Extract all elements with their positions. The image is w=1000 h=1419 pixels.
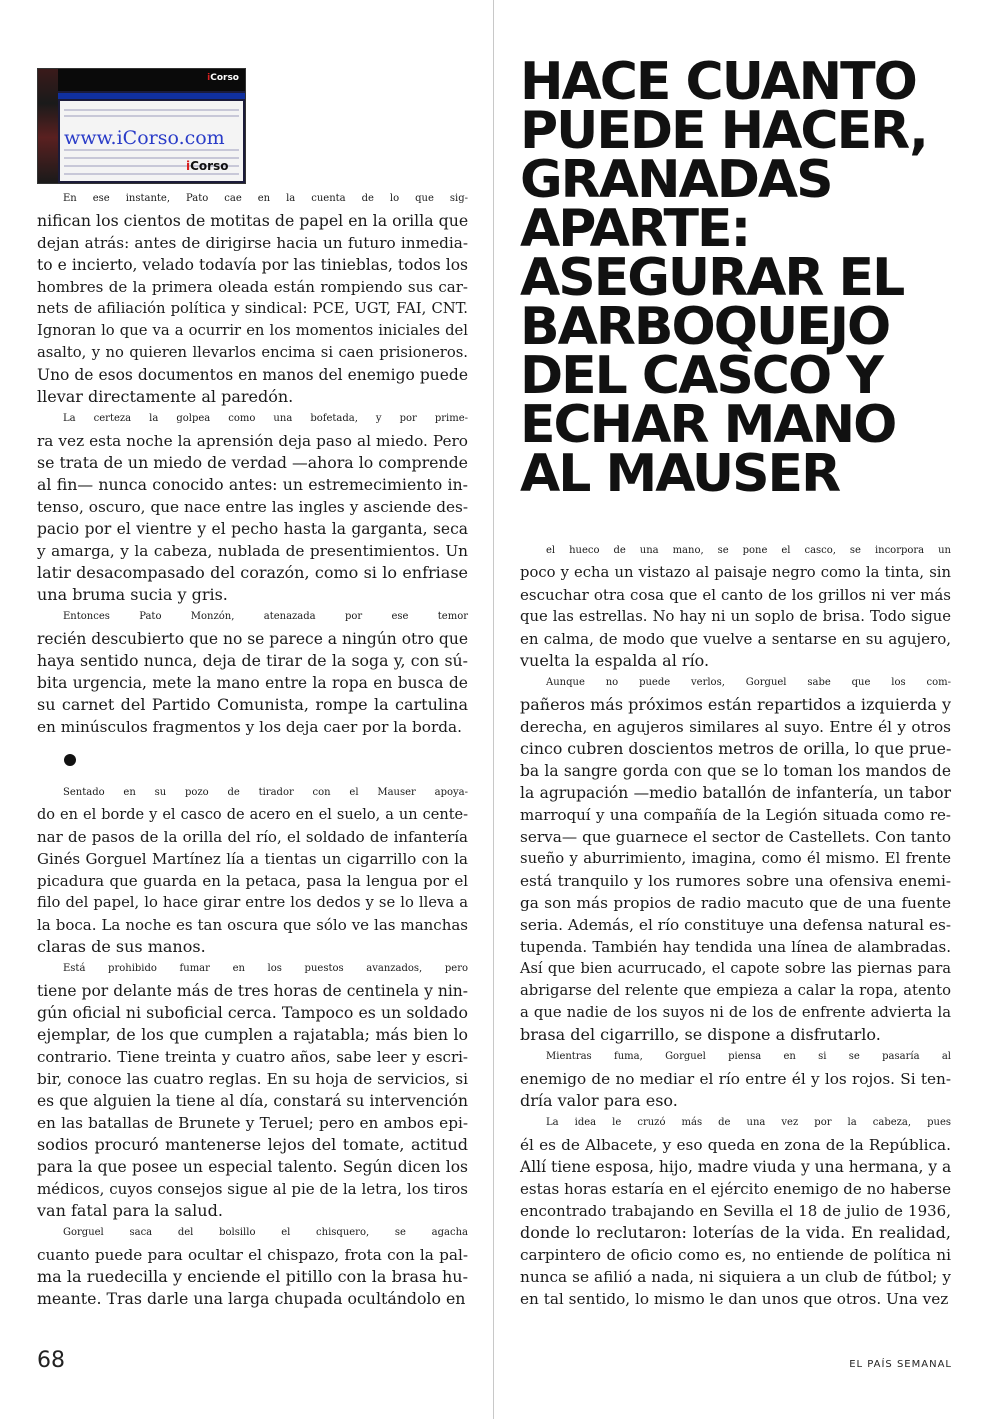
text-line: picadura que guarda en la petaca, pasa la lengua por el — [37, 872, 468, 890]
text-line: carpintero de oficio como es, no entiende de política ni — [520, 1246, 951, 1264]
page-number: 68 — [37, 1348, 65, 1373]
right-column — [520, 540, 951, 1310]
text-line: bir, conoce las cuatro reglas. En su hoja de servicios, si — [37, 1070, 468, 1088]
text-line: claras de sus manos. — [37, 937, 206, 956]
headline-line: GRANADAS — [520, 150, 832, 210]
text-line: hombres de la primera oleada están rompiendo sus car- — [37, 278, 468, 296]
left-column-bottom — [37, 782, 468, 1310]
text-line: Entonces Pato Monzón, atenazada por ese temor — [63, 611, 468, 622]
text-line: él es de Albacete, y eso queda en zona de la República. — [520, 1136, 951, 1154]
text-line: dría valor para eso. — [520, 1091, 678, 1110]
banner-logo-top: iCorso — [207, 73, 239, 83]
text-line: haya sentido nunca, deja de tirar de la soga y, con sú- — [37, 651, 468, 670]
text-line: serva— que guarnece el sector de Castellets. Con tanto — [520, 828, 951, 846]
text-line: una bruma sucia y gris. — [37, 585, 228, 604]
text-line: La idea le cruzó más de una vez por la cabeza, pues — [546, 1117, 951, 1128]
text-line: enemigo de no mediar el río entre él y los rojos. Si ten- — [520, 1070, 951, 1088]
banner-logo: iCorso — [186, 159, 229, 173]
text-line: vuelta la espalda al río. — [520, 651, 710, 670]
text-line: tenso, oscuro, que nace entre las ingles y asciende des- — [37, 498, 468, 516]
paragraph — [520, 1046, 951, 1112]
banner-url: www.iCorso.com — [64, 127, 225, 149]
text-line: abrigarse del relente que empieza a calar la ropa, atento — [520, 982, 951, 999]
text-line: nets de afiliación política y sindical: PCE, UGT, FAI, CNT. — [37, 300, 468, 317]
text-line: llevar directamente al paredón. — [37, 387, 294, 406]
headline-line: DEL CASCO Y — [520, 346, 882, 406]
text-line: Sentado en su pozo de tirador con el Mauser apoya- — [63, 787, 468, 798]
banner-title-bar — [58, 93, 245, 99]
website-banner-image — [37, 68, 246, 184]
banner-logo-text: Corso — [190, 159, 229, 173]
text-line: en calma, de modo que vuelve a sentarse en su agujero, — [520, 630, 951, 648]
text-line: filo del papel, lo hace girar entre los dedos y se lo lleva a — [37, 894, 468, 911]
text-line: al fin— nunca conocido antes: un estremecimiento in- — [37, 475, 468, 494]
text-line: tupenda. También hay tendida una línea de alambradas. — [520, 938, 951, 956]
text-line: en tal sentido, lo mismo le dan unos que otros. Una vez — [520, 1290, 949, 1308]
text-line: brasa del cigarrillo, se dispone a disfrutarlo. — [520, 1025, 881, 1044]
paragraph — [37, 606, 468, 738]
text-line: seria. Además, el río constituye una defensa natural es- — [520, 916, 951, 934]
paragraph — [520, 540, 951, 672]
paragraph — [520, 672, 951, 1046]
text-line: ma la ruedecilla y enciende el pitillo con la brasa hu- — [37, 1267, 468, 1286]
text-line: contrario. Tiene treinta y cuatro años, sabe leer y escri- — [37, 1048, 468, 1066]
paragraph — [520, 1112, 951, 1310]
text-line: Aunque no puede verlos, Gorguel sabe que los com- — [546, 677, 951, 688]
paragraph — [37, 782, 468, 958]
text-line: que las estrellas. No hay ni un soplo de brisa. Todo sigue — [520, 608, 951, 625]
text-line: marroquí y una compañía de la Legión situada como re- — [520, 806, 951, 824]
text-line: escuchar otra cosa que el canto de los grillos ni ver más — [520, 586, 951, 604]
text-line: recién descubierto que no se parece a ningún otro que — [37, 630, 469, 648]
headline-line: ECHAR MANO — [520, 395, 896, 455]
text-line: do en el borde y el casco de acero en el suelo, a un cente- — [37, 807, 468, 823]
paragraph — [37, 1222, 468, 1310]
text-line: Allí tiene esposa, hijo, madre viuda y una hermana, y a — [520, 1158, 952, 1176]
paragraph — [37, 958, 468, 1222]
banner-header — [58, 69, 245, 91]
text-line: ga son más propios de radio macuto que de una fuente — [520, 894, 951, 912]
text-line: la boca. La noche es tan oscura que sólo ve las manchas — [37, 916, 468, 934]
text-line: estas horas estaría en el ejército enemigo de no haberse — [520, 1180, 951, 1198]
text-line: médicos, cuyos consejos sigue al pie de la letra, los tiros — [37, 1180, 468, 1198]
paragraph — [37, 188, 468, 408]
text-line: encontrado trabajando en Sevilla el 18 de julio de 1936, — [520, 1202, 951, 1220]
text-line: bita urgencia, mete la mano entre la ropa en busca de — [37, 674, 468, 692]
text-line: la agrupación —medio batallón de infantería, un tabor — [520, 784, 951, 802]
text-line: Ignoran lo que va a ocurrir en los momentos iniciales del — [37, 322, 468, 339]
text-line: a que nadie de los suyos ni de los de enfrente advierta la — [520, 1004, 951, 1021]
text-line: Gorguel saca del bolsillo el chisquero, se agacha — [63, 1227, 468, 1238]
text-line: van fatal para la salud. — [37, 1201, 223, 1220]
text-line: su carnet del Partido Comunista, rompe la cartulina — [37, 695, 468, 714]
headline-line: AL MAUSER — [520, 444, 840, 504]
text-line: En ese instante, Pato cae en la cuenta de lo que sig- — [63, 193, 468, 204]
text-line: nifican los cientos de motitas de papel en la orilla que — [37, 211, 469, 230]
headline-quote — [520, 52, 960, 504]
text-line: La certeza la golpea como una bofetada, y por prime- — [63, 413, 468, 424]
headline-line: ASEGURAR EL — [520, 248, 904, 308]
text-line: gún oficial ni suboficial cerca. Tampoco es un soldado — [37, 1003, 468, 1022]
headline-line: APARTE: — [520, 199, 750, 259]
headline-line: BARBOQUEJO — [520, 297, 890, 357]
text-line: en las batallas de Brunete y Teruel; pero en ambos epi- — [37, 1114, 468, 1132]
text-line: pacio por el vientre y el pecho hasta la garganta, seca — [37, 520, 468, 538]
text-line: es que alguien la tiene al día, constará su intervención — [37, 1092, 468, 1110]
text-line: para la que posee un especial talento. Según dicen los — [37, 1158, 468, 1176]
text-line: tiene por delante más de tres horas de centinela y nin- — [37, 982, 468, 1000]
text-line: cuanto puede para ocultar el chispazo, frota con la pal- — [37, 1246, 468, 1264]
text-line: Está prohibido fumar en los puestos avanzados, pero — [63, 963, 468, 974]
text-line: meante. Tras darle una larga chupada ocultándolo en — [37, 1289, 466, 1308]
publication-name: EL PAÍS SEMANAL — [849, 1359, 952, 1370]
text-line: está tranquilo y los rumores sobre una ofensiva enemi- — [520, 872, 951, 890]
banner-sidebar — [38, 69, 58, 183]
text-line: Uno de esos documentos en manos del enemigo puede — [37, 366, 468, 384]
text-line: Mientras fuma, Gorguel piensa en si se pasaría al — [546, 1051, 951, 1062]
text-line: Así que bien acurrucado, el capote sobre las piernas para — [520, 961, 951, 977]
text-line: nunca se afilió a nada, ni siquiera a un club de fútbol; y — [520, 1268, 951, 1286]
text-line: ra vez esta noche la aprensión deja paso al miedo. Pero — [37, 432, 468, 450]
text-line: en minúsculos fragmentos y los deja caer por la borda. — [37, 718, 462, 736]
section-break-bullet — [64, 754, 76, 766]
text-line: asalto, y no quieren llevarlos encima si caen prisioneros. — [37, 344, 468, 361]
text-line: el hueco de una mano, se pone el casco, se incorpora un — [546, 545, 951, 556]
text-line: dejan atrás: antes de dirigirse hacia un futuro inmedia- — [37, 234, 468, 252]
text-line: ba la sangre gorda con que se lo toman los mandos de — [520, 762, 951, 780]
text-line: cinco cubren doscientos metros de orilla, lo que prue- — [520, 739, 952, 758]
paragraph — [37, 408, 468, 606]
text-line: se trata de un miedo de verdad —ahora lo comprende — [37, 453, 468, 472]
text-line: ejemplar, de los que cumplen a rajatabla; más bien lo — [37, 1025, 468, 1044]
left-column-top — [37, 188, 468, 738]
text-line: y amarga, y la cabeza, nublada de presentimientos. Un — [37, 542, 468, 560]
column-divider — [493, 0, 494, 1419]
text-line: derecha, en agujeros similares al suyo. Entre él y otros — [520, 718, 951, 736]
text-line: pañeros más próximos están repartidos a izquierda y — [520, 695, 952, 714]
headline-line: PUEDE HACER, — [520, 101, 927, 161]
text-line: poco y echa un vistazo al paisaje negro como la tinta, sin — [520, 564, 951, 581]
text-line: Ginés Gorguel Martínez lía a tientas un cigarrillo con la — [37, 850, 468, 868]
text-line: to e incierto, velado todavía por las tinieblas, todos los — [37, 256, 468, 274]
headline-line: HACE CUANTO — [520, 52, 916, 112]
text-line: sodios procuró mantenerse lejos del tomate, actitud — [37, 1135, 468, 1154]
text-line: donde lo reclutaron: loterías de la vida. En realidad, — [520, 1223, 951, 1242]
text-line: nar de pasos de la orilla del río, el soldado de infantería — [37, 828, 468, 846]
text-line: sueño y aburrimiento, imagina, como él mismo. El frente — [520, 850, 951, 867]
text-line: latir desacompasado del corazón, como si lo enfriase — [37, 563, 468, 582]
